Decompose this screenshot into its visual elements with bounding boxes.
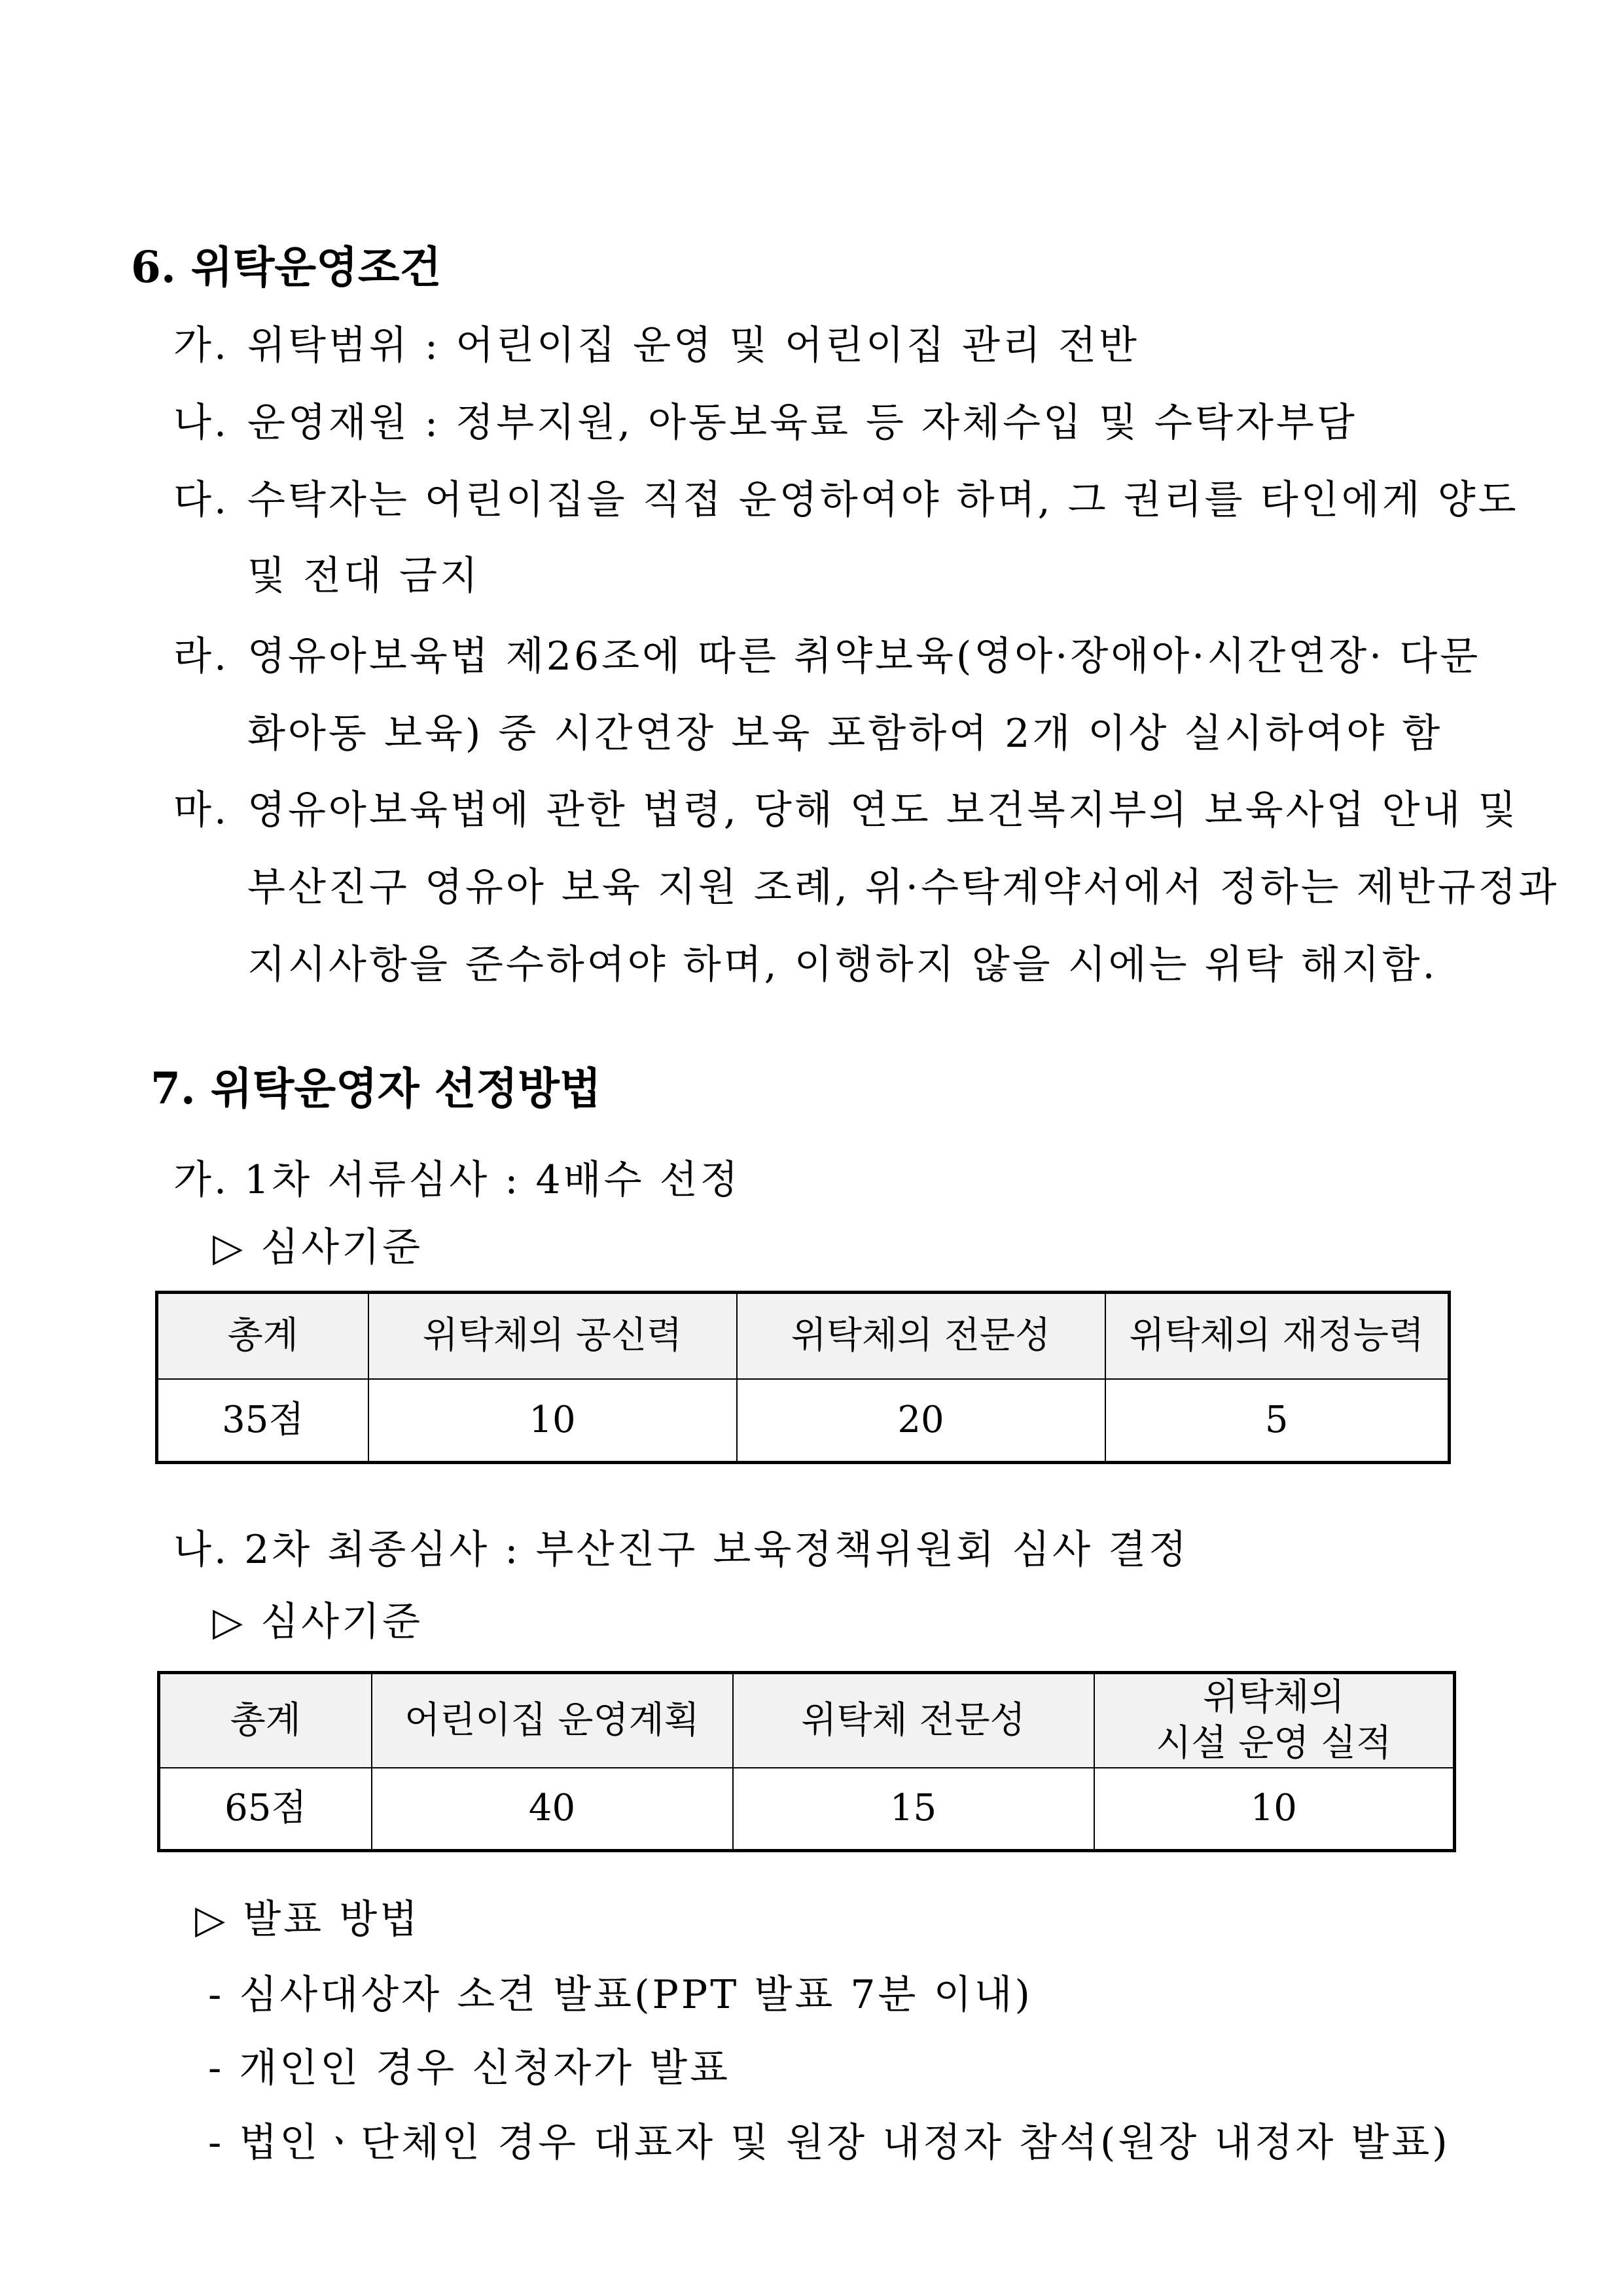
second-table-header-expertise: 위탁체 전문성 <box>733 1673 1094 1768</box>
section6-item-da-marker: 다. <box>173 477 230 523</box>
first-review-heading: 가. 1차 서류심사 : 4배수 선정 <box>173 1157 741 1203</box>
section6-item-ma-line2: 부산진구 영유아 보육 지원 조례, 위·수탁계약서에서 정하는 제반규정과 <box>247 865 1560 910</box>
section6-item-da-line1: 수탁자는 어린이집을 직접 운영하여야 하며, 그 권리를 타인에게 양도 <box>247 477 1519 523</box>
second-table-value-expertise: 15 <box>733 1768 1094 1851</box>
second-table-value-total: 65점 <box>159 1768 372 1851</box>
second-table-value-record: 10 <box>1094 1768 1455 1851</box>
presentation-item-1: - 심사대상자 소견 발표(PPT 발표 7분 이내) <box>208 1972 1033 2018</box>
first-review-criteria-label: ▷ 심사기준 <box>213 1225 423 1270</box>
second-review-criteria-label: ▷ 심사기준 <box>213 1599 423 1645</box>
second-table-header-plan: 어린이집 운영계획 <box>372 1673 733 1768</box>
section6-item-da-line2: 및 전대 금지 <box>247 553 480 599</box>
second-review-table <box>157 1671 1456 1852</box>
presentation-item-2: - 개인인 경우 신청자가 발표 <box>208 2045 731 2091</box>
presentation-item-3: - 법인ㆍ단체인 경우 대표자 및 원장 내정자 참석(원장 내정자 발표) <box>208 2120 1450 2166</box>
first-table-header-expertise: 위탁체의 전문성 <box>737 1293 1105 1379</box>
second-table-header-record-line1: 위탁체의 <box>1203 1676 1345 1719</box>
section6-item-ra-marker: 라. <box>173 634 230 679</box>
presentation-label: ▷ 발표 방법 <box>195 1897 421 1943</box>
second-table-header-record-line2: 시설 운영 실적 <box>1156 1721 1392 1765</box>
section6-item-ra-line1: 영유아보육법 제26조에 따른 취약보육(영아·장애아·시간연장· 다문 <box>247 634 1481 679</box>
first-table-value-total: 35점 <box>157 1379 368 1463</box>
section7-title: 7. 위탁운영자 선정방법 <box>151 1063 601 1114</box>
first-table-header-credibility: 위탁체의 공신력 <box>368 1293 737 1379</box>
section6-item-ga-marker: 가. <box>173 323 230 368</box>
first-table-value-finance: 5 <box>1105 1379 1450 1463</box>
second-table-header-record <box>1094 1673 1455 1768</box>
section6-item-ma-line3: 지시사항을 준수하여야 하며, 이행하지 않을 시에는 위탁 해지함. <box>247 942 1438 988</box>
first-table-value-expertise: 20 <box>737 1379 1105 1463</box>
first-review-table <box>155 1291 1451 1464</box>
section6-title: 6. 위탁운영조건 <box>131 242 442 293</box>
section6-item-ga-text: 위탁범위 : 어린이집 운영 및 어린이집 관리 전반 <box>247 323 1139 368</box>
first-table-header-total: 총계 <box>157 1293 368 1379</box>
second-table-header-total: 총계 <box>159 1673 372 1768</box>
first-table-value-credibility: 10 <box>368 1379 737 1463</box>
second-review-heading: 나. 2차 최종심사 : 부산진구 보육정책위원회 심사 결정 <box>173 1527 1190 1573</box>
section6-item-ra-line2: 화아동 보육) 중 시간연장 보육 포함하여 2개 이상 실시하여야 함 <box>247 711 1443 757</box>
section6-item-na-text: 운영재원 : 정부지원, 아동보육료 등 자체수입 및 수탁자부담 <box>247 400 1357 446</box>
first-table-header-finance: 위탁체의 재정능력 <box>1105 1293 1450 1379</box>
second-table-value-plan: 40 <box>372 1768 733 1851</box>
section6-item-na-marker: 나. <box>173 400 230 446</box>
section6-item-ma-marker: 마. <box>173 787 230 833</box>
section6-item-ma-line1: 영유아보육법에 관한 법령, 당해 연도 보건복지부의 보육사업 안내 및 <box>247 787 1519 833</box>
